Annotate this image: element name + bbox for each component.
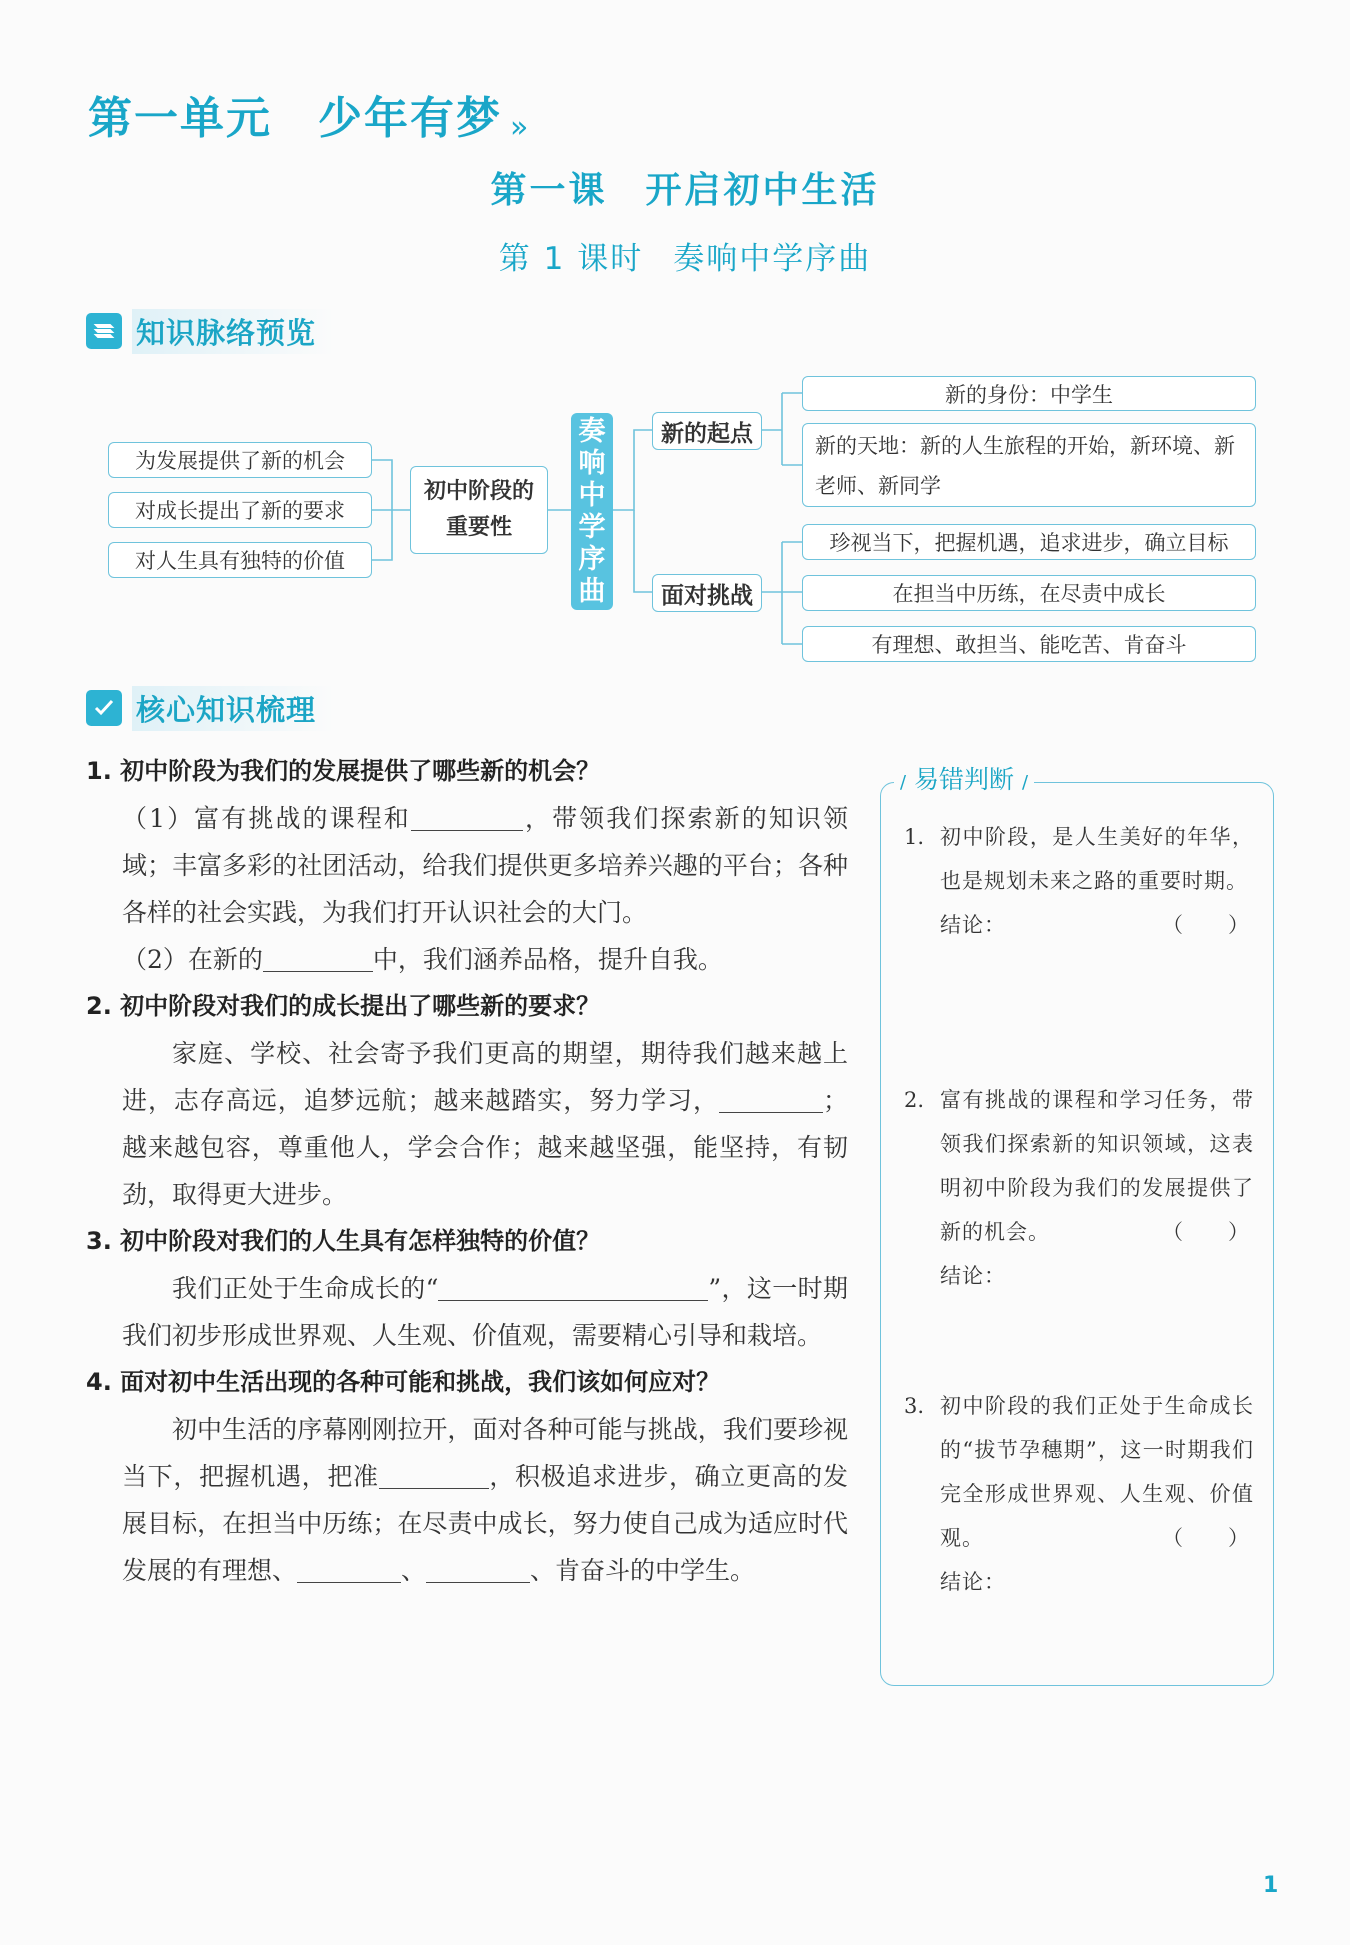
fill-blank[interactable] <box>411 800 523 831</box>
answer-text: 初中生活的序幕刚刚拉开，面对各种可能与挑战，我们要珍视当下，把握机遇，把准 <box>122 1415 848 1491</box>
answer-paren[interactable]: （ ） <box>1162 1526 1250 1550</box>
center-char: 学 <box>578 511 606 543</box>
check-mark-icon <box>86 690 122 726</box>
answer-text: 家庭、学校、社会寄予我们更高的期望，期待我们越来越上进，志存高远，追梦远航；越来越踏实，努力学习， <box>122 1039 848 1115</box>
mindmap-challenge-item <box>802 575 1256 611</box>
importance-line-2: 重要性 <box>445 515 512 540</box>
answer-text: ；越来越包容，尊重他人，学会合作；越来越坚强，能坚持，有韧劲，取得更大进步。 <box>122 1086 848 1209</box>
item-number: 3. <box>904 1394 925 1418</box>
fill-blank[interactable] <box>297 1552 401 1583</box>
item-number: 2. <box>904 1088 925 1112</box>
answer-text: （1）富有挑战的课程和 <box>122 804 411 833</box>
answer-text: ，带领我们探索新的知识领域；丰富多彩的社团活动，给我们提供更多培养兴趣的平台；各种各样的社会实践，为我们打开认识社会的大门。 <box>122 804 848 927</box>
mindmap-branch-challenge <box>652 574 762 612</box>
conclusion-label: 结论： <box>940 1264 1006 1288</box>
answer-paragraph <box>86 795 848 936</box>
double-chevron-icon: » <box>510 110 531 145</box>
answer-paragraph <box>86 1030 848 1218</box>
item-statement: 初中阶段，是人生美好的年华，也是规划未来之路的重要时期。 <box>940 825 1254 893</box>
mindmap-start-item <box>802 423 1256 507</box>
item-statement: 富有挑战的课程和学习任务，带领我们探索新的知识领域，这表明初中阶段为我们的发展提供了新的机会。 <box>940 1088 1254 1244</box>
mindmap-challenge-item <box>802 626 1256 662</box>
answer-text: 中，我们涵养品格，提升自我。 <box>372 945 723 974</box>
fill-blank[interactable] <box>719 1082 823 1113</box>
bracket-mark: / <box>1022 772 1029 793</box>
branch-label: 新的起点 <box>661 420 753 447</box>
fill-blank[interactable] <box>426 1552 530 1583</box>
judgement-item <box>904 815 1254 947</box>
answer-paragraph <box>86 1406 848 1594</box>
section-title: 核心知识梳理 <box>132 686 334 731</box>
center-char: 序 <box>578 543 606 575</box>
period-name: 奏响中学序曲 <box>673 241 872 277</box>
judgement-item <box>904 1078 1254 1298</box>
item-statement: 初中阶段的我们正处于生命成长的“拔节孕穗期”，这一时期我们完全形成世界观、人生观、价值观。 <box>940 1394 1254 1550</box>
period-number: 第 1 课时 <box>498 241 644 277</box>
start-item-text: 新的天地：新的人生旅程的开始，新环境、新老师、新同学 <box>815 434 1235 498</box>
mindmap-left-item <box>108 492 372 528</box>
conclusion-label: 结论： <box>940 913 1006 937</box>
mindmap-challenge-item <box>802 524 1256 560</box>
fill-blank[interactable] <box>438 1270 708 1301</box>
mindmap-left-item-text: 对人生具有独特的价值 <box>135 549 345 573</box>
page-number: 1 <box>1263 1873 1279 1898</box>
judgement-item <box>904 1384 1254 1604</box>
answer-paren[interactable]: （ ） <box>1162 913 1250 937</box>
branch-label: 面对挑战 <box>661 582 753 609</box>
section-title: 知识脉络预览 <box>132 309 334 354</box>
center-char: 响 <box>578 447 606 479</box>
center-char: 中 <box>578 479 606 511</box>
fill-blank[interactable] <box>263 941 373 972</box>
section-header-core <box>86 688 334 728</box>
center-char: 曲 <box>578 575 606 607</box>
mindmap-start-item <box>802 376 1256 411</box>
question-title: 1. 初中阶段为我们的发展提供了哪些新的机会？ <box>86 757 601 785</box>
question-title: 4. 面对初中生活出现的各种可能和挑战，我们该如何应对？ <box>86 1368 721 1396</box>
answer-text: ，积极追求进步，确立更高的发展目标，在担当中历练；在尽责中成长，努力使自己成为适应时代发展的有理想、 <box>122 1462 848 1585</box>
mindmap-left-item <box>108 542 372 578</box>
bracket-mark: / <box>900 772 907 793</box>
answer-text: ”，这一时期我们初步形成世界观、人生观、价值观，需要精心引导和栽培。 <box>122 1274 848 1350</box>
item-number: 1. <box>904 825 925 849</box>
mindmap-left-item <box>108 442 372 478</box>
mindmap-branch-new-start <box>652 412 762 450</box>
mindmap-left-item-text: 为发展提供了新的机会 <box>135 449 345 473</box>
answer-paragraph <box>86 936 848 983</box>
lesson-name: 开启初中生活 <box>645 170 880 211</box>
challenge-item-text: 有理想、敢担当、能吃苦、肯奋斗 <box>871 633 1187 657</box>
answer-text: 我们正处于生命成长的“ <box>172 1274 439 1303</box>
start-item-text: 新的身份：中学生 <box>945 382 1113 407</box>
mindmap-left-item-text: 对成长提出了新的要求 <box>135 499 345 523</box>
error-judgement-label <box>894 760 1034 796</box>
answer-text: 、 <box>401 1556 427 1585</box>
question-title: 3. 初中阶段对我们的人生具有怎样独特的价值？ <box>86 1227 601 1255</box>
unit-name: 少年有梦 <box>318 93 502 144</box>
unit-number: 第一单元 <box>88 93 272 144</box>
center-char: 奏 <box>578 415 606 447</box>
panel-title: 易错判断 <box>914 765 1015 794</box>
importance-line-1: 初中阶段的 <box>423 479 534 504</box>
fill-blank[interactable] <box>379 1458 489 1489</box>
answer-text: 、肯奋斗的中学生。 <box>530 1556 756 1585</box>
challenge-item-text: 在担当中历练，在尽责中成长 <box>892 582 1166 606</box>
mindmap-importance-box <box>410 466 548 554</box>
challenge-item-text: 珍视当下，把握机遇，追求进步，确立目标 <box>829 531 1229 555</box>
conclusion-label: 结论： <box>940 1570 1006 1594</box>
answer-paren[interactable]: （ ） <box>1162 1220 1250 1244</box>
mindmap-center-node <box>571 413 613 610</box>
answer-paragraph <box>86 1265 848 1359</box>
core-knowledge-text <box>86 748 848 1594</box>
answer-text: （2）在新的 <box>122 945 263 974</box>
question-title: 2. 初中阶段对我们的成长提出了哪些新的要求？ <box>86 992 601 1020</box>
lesson-number: 第一课 <box>490 170 608 211</box>
